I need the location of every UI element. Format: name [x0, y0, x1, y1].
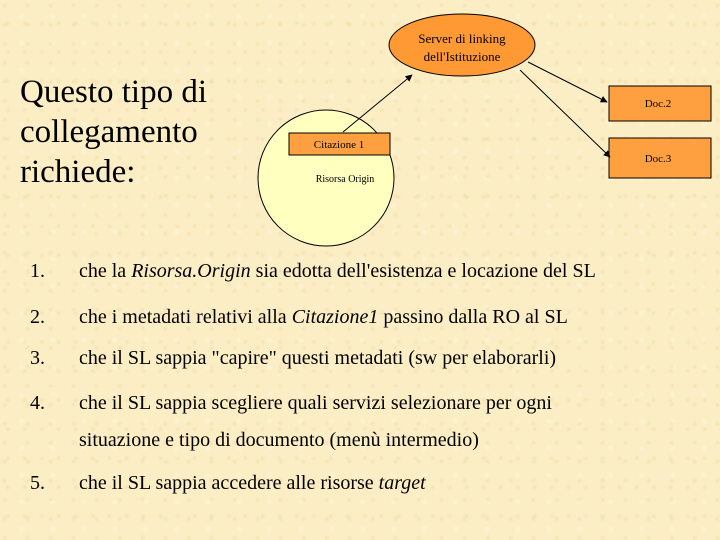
arrow-server-to-doc-3: [520, 70, 610, 157]
text-span: che il SL sappia "capire" questi metadati (sw per elaborarli): [79, 347, 557, 369]
list-item-4: [79, 391, 552, 415]
text-span: che la: [79, 260, 132, 282]
italic-term: Risorsa.Origin: [131, 260, 251, 282]
origin-resource-label: Risorsa Origin: [315, 174, 375, 185]
arrow-citation-to-server: [343, 75, 412, 132]
list-item-2-number: 2.: [30, 306, 45, 328]
linking-diagram: [0, 0, 720, 250]
citation-label: Citazione 1: [313, 139, 365, 151]
linking-server-label-line-2: dell'Istituzione: [423, 49, 501, 64]
list-item-5: [79, 471, 426, 495]
title-line: collegamento: [20, 114, 198, 150]
list-item-1: [79, 259, 596, 283]
doc-2-label: Doc.2: [644, 98, 672, 110]
italic-term: target: [378, 472, 426, 494]
list-item-3: [79, 346, 556, 370]
text-span: che il SL sappia scegliere quali servizi selezionare per ogni: [79, 392, 552, 414]
list-item-3-number: 3.: [30, 347, 45, 369]
text-span: che il SL sappia accedere alle risorse: [79, 472, 379, 494]
arrow-server-to-doc-2: [528, 62, 607, 102]
list-item-1-number: 1.: [30, 260, 45, 282]
text-span: passino dalla RO al SL: [378, 306, 568, 328]
doc-3-label: Doc.3: [644, 153, 672, 165]
list-item-2: [79, 305, 568, 329]
list-item-4-continuation: situazione e tipo di documento (menù intermedio): [79, 429, 479, 451]
text-span: che i metadati relativi alla: [79, 306, 292, 328]
list-item-4-number: 4.: [30, 392, 45, 414]
list-item-5-number: 5.: [30, 472, 45, 494]
italic-term: Citazione1: [291, 306, 379, 328]
title-line: richiede:: [20, 154, 136, 190]
linking-server-label-line-1: Server di linking: [418, 31, 506, 46]
title-line: Questo tipo di: [20, 74, 207, 110]
text-span: sia edotta dell'esistenza e locazione del SL: [250, 260, 596, 282]
